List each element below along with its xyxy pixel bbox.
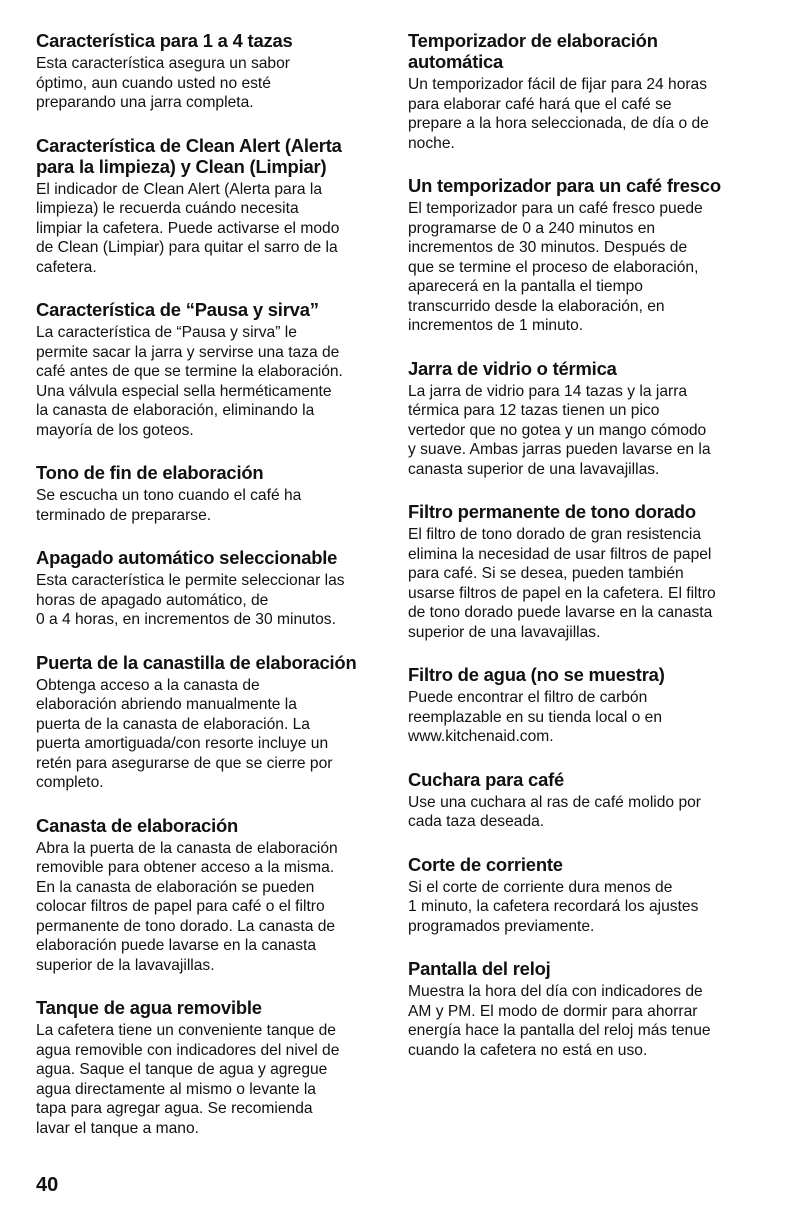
section-body: Muestra la hora del día con indicadores de AM y PM. El modo de dormir para ahorrar energía hace la pantalla del reloj más tenue cuando la cafetera no está en uso.: [408, 983, 711, 1059]
section-heading: Filtro de agua (no se muestra): [408, 664, 665, 685]
section-power-outage: [408, 854, 760, 937]
section-body: Use una cuchara al ras de café molido por cada taza deseada.: [408, 793, 701, 830]
left-column: [36, 30, 381, 1160]
section-pause-and-serve: [36, 299, 381, 440]
section-heading: Tanque de agua removible: [36, 997, 262, 1018]
section-heading: Característica para 1 a 4 tazas: [36, 30, 293, 51]
section-body: Si el corte de corriente dura menos de 1 minuto, la cafetera recordará los ajustes programados previamente.: [408, 878, 699, 935]
section-heading: Temporizador de elaboración automática: [408, 30, 658, 72]
section-gold-tone-filter: [408, 501, 760, 642]
section-heading: Un temporizador para un café fresco: [408, 175, 721, 196]
section-heading: Jarra de vidrio o térmica: [408, 357, 617, 379]
section-body: Esta característica le permite seleccionar las horas de apagado automático, de 0 a 4 horas, en incrementos de 30 minutos.: [36, 572, 345, 628]
section-auto-brew-timer: [408, 30, 760, 153]
section-body: El indicador de Clean Alert (Alerta para la limpieza) le recuerda cuándo necesita limpiar la cafetera. Puede activarse el modo de Clean (Limpiar) para quitar el sarro de la cafetera.: [36, 180, 340, 276]
section-clean-alert: [36, 135, 381, 278]
page-number: 40: [36, 1174, 59, 1196]
section-body: Abra la puerta de la canasta de elaboración removible para obtener acceso a la misma. En la canasta de elaboración se pueden colocar filtros de papel para café o el filtro permanente de tono dorado. La canasta de elaboración puede lavarse en la canasta superior de la lavavajillas.: [36, 839, 338, 974]
section-body: La jarra de vidrio para 14 tazas y la jarra térmica para 12 tazas tienen un pico vertedor que no gotea y un mango cómodo y suave. Ambas jarras pueden lavarse en la canasta superior de una lavavajillas.: [408, 382, 711, 478]
section-heading: Característica de “Pausa y sirva”: [36, 299, 319, 320]
section-clock-display: [408, 958, 760, 1060]
section-heading: Tono de fin de elaboración: [36, 462, 264, 483]
section-1-4-cups: [36, 30, 381, 113]
section-body: La característica de “Pausa y sirva” le permite sacar la jarra y servirse una taza de café antes de que se termine la elaboración. Una válvula especial sella herméticamente la canasta de elaboración, eliminando la mayoría de los goteos.: [36, 324, 343, 439]
section-body: Se escucha un tono cuando el café ha terminado de prepararse.: [36, 487, 302, 524]
section-coffee-scoop: [408, 769, 760, 832]
right-column: [408, 30, 760, 1082]
section-heading: Apagado automático seleccionable: [36, 547, 338, 568]
section-brew-basket: [36, 815, 381, 976]
section-brew-end-tone: [36, 462, 381, 525]
section-heading: Canasta de elaboración: [36, 814, 239, 836]
section-body: Obtenga acceso a la canasta de elaboración abriendo manualmente la puerta de la canasta de elaboración. La puerta amortiguada/con resorte incluye un retén para asegurarse de que se cierre por completo.: [36, 676, 333, 791]
section-fresh-coffee-timer: [408, 175, 760, 336]
section-body: Puede encontrar el filtro de carbón reemplazable en su tienda local o en www.kitchenaid.com.: [408, 689, 662, 745]
section-heading: Característica de Clean Alert (Alerta para la limpieza) y Clean (Limpiar): [36, 134, 342, 177]
section-body: La cafetera tiene un conveniente tanque de agua removible con indicadores del nivel de agua. Saque el tanque de agua y agregue agua directamente al mismo o levante la tapa para agregar agua. Se recomienda lavar el tanque a mano.: [36, 1022, 340, 1137]
section-heading: Pantalla del reloj: [408, 958, 551, 979]
section-heading: Filtro permanente de tono dorado: [408, 501, 696, 522]
section-heading: Puerta de la canastilla de elaboración: [36, 651, 357, 673]
section-water-tank: [36, 997, 381, 1138]
section-body: El filtro de tono dorado de gran resistencia elimina la necesidad de usar filtros de papel para café. Si se desea, pueden también usarse filtros de papel en la cafetera. El filtro de tono dorado puede lavarse en la canasta superior de una lavavajillas.: [408, 526, 716, 641]
section-heading: Corte de corriente: [408, 853, 563, 875]
section-brew-basket-door: [36, 652, 381, 793]
section-heading: Cuchara para café: [408, 768, 565, 790]
section-carafe: [408, 358, 760, 480]
section-body: Un temporizador fácil de fijar para 24 horas para elaborar café hará que el café se prepare a la hora seleccionada, de día o de noche.: [408, 76, 709, 152]
section-body: El temporizador para un café fresco puede programarse de 0 a 240 minutos en incrementos de 30 minutos. Después de que se termine el proceso de elaboración, aparecerá en la pantalla el tiempo transcurrido desde la elaboración, en incrementos de 1 minuto.: [408, 200, 703, 334]
section-water-filter: [408, 664, 760, 747]
section-body: Esta característica asegura un sabor óptimo, aun cuando usted no esté preparando una jarra completa.: [36, 55, 290, 111]
section-auto-off: [36, 547, 381, 630]
